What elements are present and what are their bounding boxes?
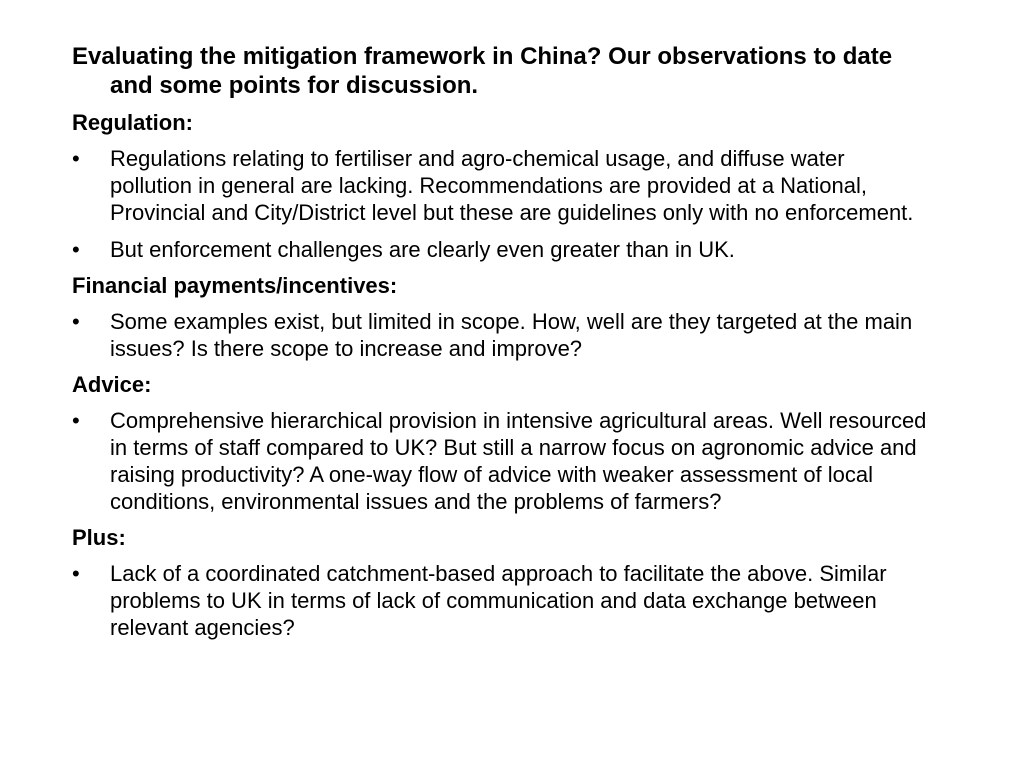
bullet-text: But enforcement challenges are clearly even greater than in UK.	[110, 237, 735, 262]
bullet-text: Some examples exist, but limited in scope. How, well are they targeted at the main issues? Is there scope to increase and improve?	[110, 309, 913, 361]
bullet-item	[72, 308, 932, 362]
bullet-text: Regulations relating to fertiliser and agro-chemical usage, and diffuse water pollution in general are lacking. Recommendations are provided at a National, Provincial and City/District level but these are guidelines only with no enforcement.	[110, 146, 914, 225]
slide-body	[72, 42, 932, 651]
bullet-text: Comprehensive hierarchical provision in intensive agricultural areas. Well resourced in terms of staff compared to UK? But still a narrow focus on agronomic advice and raising productivity? A one-way flow of advice with weaker assessment of local conditions, environmental issues and the problems of farmers?	[110, 408, 927, 514]
section-heading-financial: Financial payments/incentives:	[72, 273, 398, 298]
section-heading-advice: Advice:	[72, 372, 152, 397]
bullet-dot: •	[72, 309, 80, 334]
slide-title: Evaluating the mitigation framework in China? Our observations to date and some points for discussion.	[72, 43, 893, 99]
section-heading-regulation: Regulation:	[72, 110, 193, 135]
bullet-dot: •	[72, 408, 80, 433]
bullet-item	[72, 145, 932, 226]
bullet-dot: •	[72, 237, 80, 262]
bullet-dot: •	[72, 561, 80, 586]
bullet-dot: •	[72, 146, 80, 171]
bullet-text: Lack of a coordinated catchment-based approach to facilitate the above. Similar problems to UK in terms of lack of communication and data exchange between relevant agencies?	[110, 561, 887, 640]
bullet-item	[72, 407, 932, 515]
section-heading-plus: Plus:	[72, 525, 126, 550]
bullet-item	[72, 236, 932, 263]
bullet-item	[72, 560, 932, 641]
